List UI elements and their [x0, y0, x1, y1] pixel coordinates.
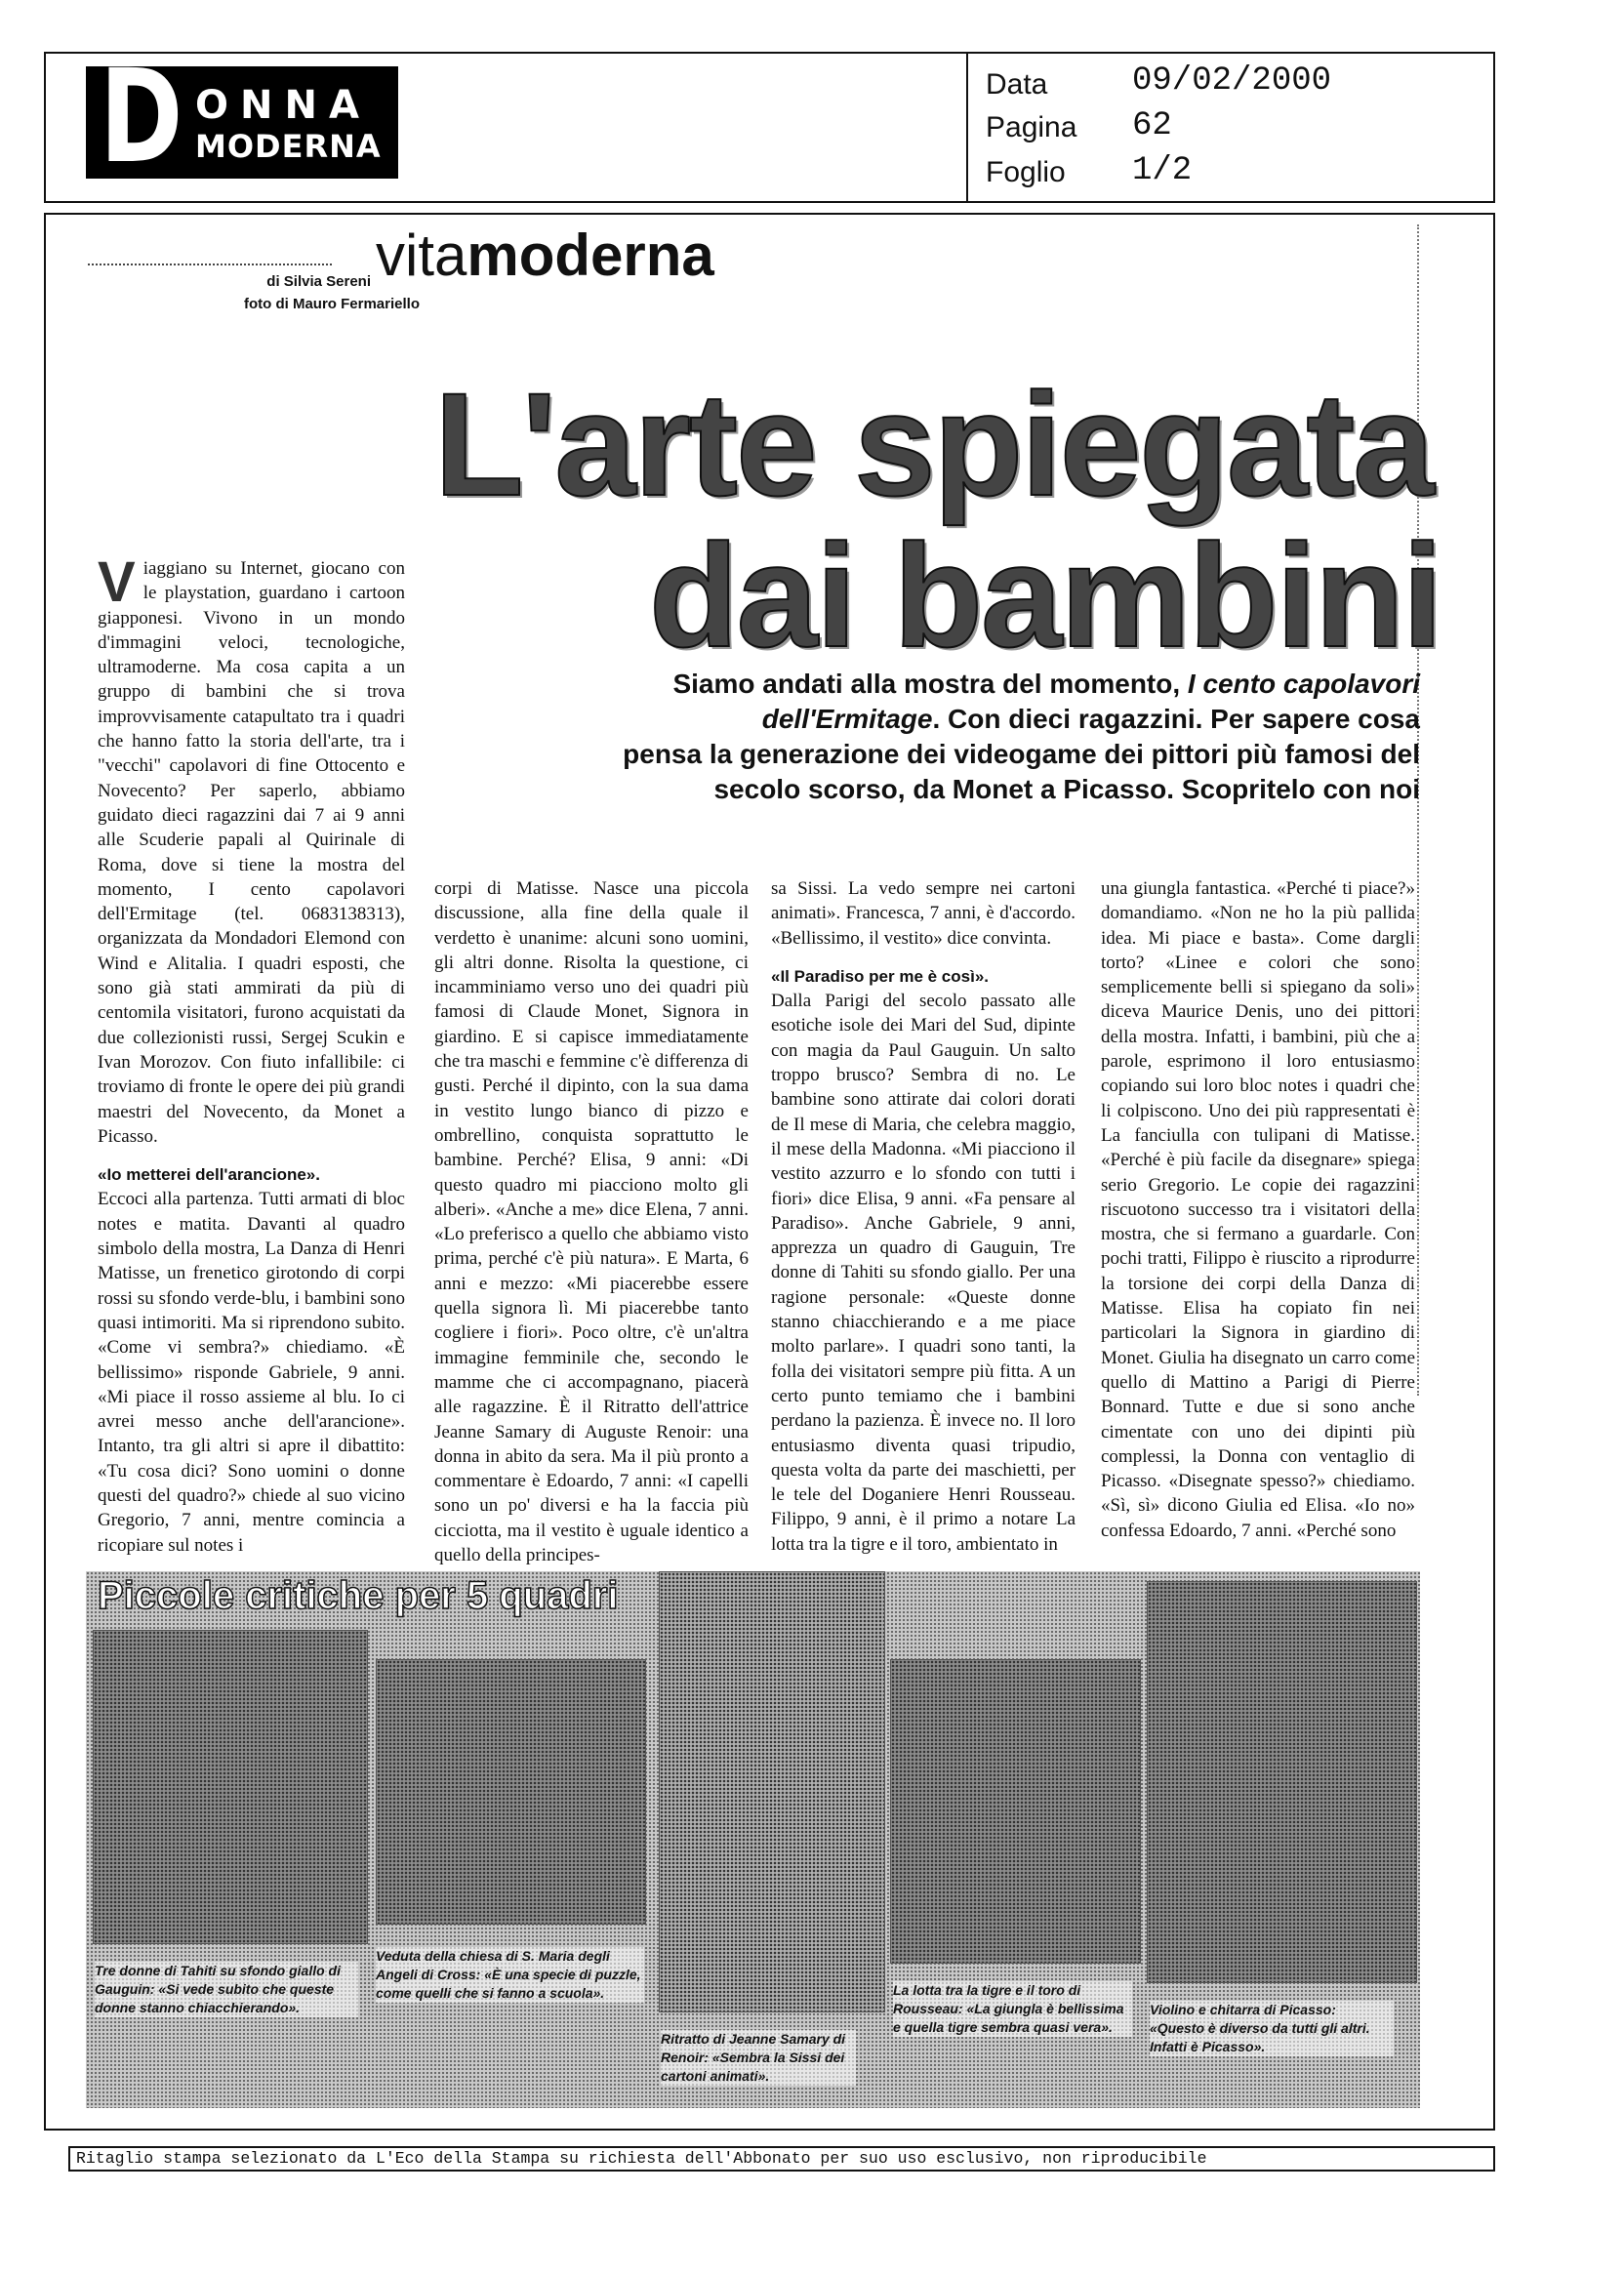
subhead-exhibition-title: I cento capolavori — [1187, 669, 1420, 699]
headline-line-1: L'arte spiegata — [434, 362, 1433, 526]
logo-letter: D — [100, 66, 183, 179]
caption-cross: Veduta della chiesa di S. Maria degli Angeli di Cross: «È una specie di puzzle, come quelli che si fanno a scuola». — [376, 1947, 644, 2003]
section-heading-paradiso: «Il Paradiso per me è così». — [771, 966, 990, 986]
logo-line-1: ONNA — [195, 83, 371, 128]
caption-rousseau: La lotta tra la tigre e il toro di Rousseau: «La giungla è bellissima e quella tigre sembra quasi vera». — [893, 1981, 1132, 2037]
caption-gauguin: Tre donne di Tahiti su sfondo giallo di Gauguin: «Si vede subito che queste donne stanno chiacchierando». — [95, 1962, 358, 2017]
col1-text-2: Eccoci alla partenza. Tutti armati di bloc notes e matita. Davanti al quadro simbolo della mostra, La Danza di Henri Matisse, un frenetico girotondo di corpi rossi su sfondo verde-blu, i bambini sono quasi intimoriti. Ma si riprendono subito. «Come vi sembra?» chiediamo. «È bellissimo» risponde Gabriele, 9 anni. «Mi piace il rosso assieme al blu. Io ci avrei messo anche dell'arancione». Intanto, tra gli altri si apre il dibattito: «Tu cosa dici? Sono uomini o donne questi del quadro?» chiede al suo vicino Gregorio, 7 anni, mentre comincia a ricopiare sul notes i — [98, 1189, 405, 1556]
painting-image-gauguin — [93, 1630, 368, 1944]
subhead-text-2: . Con dieci ragazzini. Per sapere cosa — [932, 704, 1420, 734]
col3-text-1: sa Sissi. La vedo sempre nei cartoni animati». Francesca, 7 anni, è d'accordo. «Bellissimo, il vestito» dice convinta. — [771, 878, 1076, 949]
article-column-4 — [1101, 876, 1415, 1543]
subhead-text-1: Siamo andati alla mostra del momento, — [672, 669, 1188, 699]
data-label: Data — [986, 68, 1048, 101]
byline-author: di Silvia Sereni — [266, 273, 371, 290]
caption-picasso: Violino e chitarra di Picasso: «Questo è diverso da tutti gli altri. Infatti è Picasso». — [1150, 2001, 1394, 2056]
intro-paragraph — [98, 550, 405, 1149]
caption-renoir: Ritratto di Jeanne Samary di Renoir: «Sembra la Sissi dei cartoni animati». — [661, 2030, 856, 2086]
painting-image-rousseau — [890, 1659, 1141, 1964]
painting-image-renoir — [659, 1571, 885, 2012]
subheadline — [459, 667, 1420, 807]
clipping-footer: Ritaglio stampa selezionato da L'Eco della Stampa su richiesta dell'Abbonato per suo uso esclusivo, non riproducibile — [68, 2146, 1495, 2172]
col2-text: corpi di Matisse. Nasce una piccola discussione, alla fine della quale il verdetto è unanime: alcuni sono uomini, gli altri donne. Risolta la questione, ci incamminiamo verso uno dei quadri più famosi di Claude Monet, Signora in giardino. E si capisce immediatamente che tra maschi e femmine c'è differenza di gusti. Perché il dipinto, con la sua dama in vestito lungo bianco di pizzo e ombrellino, conquista soprattutto le bambine. Perché? Elisa, 9 anni: «Di questo quadro mi piacciono molto gli alberi». «Anche a me» dice Elena, 7 anni. «Lo preferisco a quello che abbiamo visto prima, perché c'è più natura». E Marta, 6 anni e mezzo: «Mi piacerebbe essere quella signora lì. Mi piacerebbe tanto cogliere i fiori». Poco oltre, c'è un'altra immagine femminile che, secondo le mamme che ci accompagnano, piacerà alle ragazzine. È il Ritratto dell'attrice Jeanne Samary di Auguste Renoir: una donna in abito da sera. Ma il più pronto a commentare è Edoardo, 7 anni: «I capelli sono un po' diversi e ha la faccia più cicciotta, ma il vestito è uguale identico a quello della principes- — [434, 878, 749, 1566]
section-title-bold: moderna — [467, 223, 714, 288]
article-column-1 — [98, 550, 405, 1558]
col1-text-1: iaggiano su Internet, giocano con le playstation, guardano i cartoon giapponesi. Vivono in un mondo d'immagini veloci, tecnologiche, ultramoderne. Ma cosa capita a un gruppo di bambini che si trova improvvisamente catapultato tra i quadri che hanno fatto la storia dell'arte, tra i "vecchi" capolavori di fine Ottocento e Novecento? Per saperlo, abbiamo guidato dieci ragazzini dai 7 ai 9 anni alle Scuderie papali al Quirinale di Roma, dove si tiene la mostra del momento, I cento capolavori dell'Ermitage (tel. 0683138313), organizzata da Mondadori Elemond con Wind e Alitalia. I quadri esposti, che sono già stati ammirati da più di centomila visitatori, furono acquistati da due collezionisti russi, Sergej Scukin e Ivan Morozov. Con fiuto infallibile: ci troviamo di fronte le opere dei più grandi maestri del Novecento, da Monet a Picasso. — [98, 558, 405, 1147]
subhead-text-4: secolo scorso, da Monet a Picasso. Scopritelo con noi — [713, 774, 1420, 804]
headline-line-2: dai bambini — [649, 513, 1441, 677]
logo-line-2: MODERNA — [195, 128, 382, 165]
col4-text: una giungla fantastica. «Perché ti piace?» domandiamo. «Non ne ho la più pallida idea. Mi piace e basta». Come dargli torto? «Linee e colori che sono semplicemente belli si spiegano da soli» diceva Maurice Denis, uno dei pittori della mostra. Infatti, i bambini, più che a parole, esprimono il loro entusiasmo copiando sui loro bloc notes i quadri che li colpiscono. Uno dei più rappresentati è La fanciulla con tulipani di Matisse. «Perché è più facile da disegnare» spiega serio Gregorio. Le copie dei ragazzini riscuotono successo tra i visitatori della mostra, che si fermano a guardarle. Con pochi tratti, Filippo è riuscito a riprodurre la torsione dei corpi della Danza di Matisse. Elisa ha copiato fin nei particolari la Signora in giardino di Monet. Giulia ha disegnato un carro come quello di Mattino a Parigi di Pierre Bonnard. Tutte e due si sono anche cimentate con uno dei dipinti più complessi, la Donna con ventaglio di Picasso. «Disegnate spesso?» chiediamo. «Sì, sì» dicono Giulia ed Elisa. «Io no» confessa Edoardo, 7 anni. «Perché sono — [1101, 878, 1415, 1541]
painting-image-cross — [376, 1659, 646, 1925]
subhead-exhibition-title-2: dell'Ermitage — [761, 704, 933, 734]
byline-photo: foto di Mauro Fermariello — [243, 296, 420, 312]
pagina-value: 62 — [1132, 107, 1172, 144]
dropcap: V — [98, 550, 136, 614]
painting-image-picasso — [1147, 1581, 1417, 1983]
article-column-3 — [771, 876, 1076, 1557]
col3-text-2: Dalla Parigi del secolo passato alle esotiche isole dei Mari del Sud, dipinte con magia da Paul Gauguin. Un salto troppo brusco? Sembra di no. Le bambine sono attirate dai colori dorati de Il mese di Maria, che celebra maggio, il mese della Madonna. «Mi piacciono il vestito azzurro e lo sfondo con tutti i fiori» dice Elisa, 9 anni. «Fa pensare al Paradiso». Anche Gabriele, 9 anni, apprezza un quadro di Gauguin, Tre donne di Tahiti su sfondo giallo. Per una ragione personale: «Queste donne stanno chiacchierando e a me piace molto parlare». I quadri sono tanti, la folla dei visitatori sempre più fitta. A un certo punto temiamo che i bambini perdano la pazienza. È invece no. Il loro entusiasmo diventa quasi tripudio, questa volta da parte dei maschietti, per le tele del Doganiere Henri Rousseau. Filippo, 9 anni, è il primo a notare La lotta tra la tigre e il toro, ambientato in — [771, 991, 1076, 1555]
box-title: Piccole critiche per 5 quadri — [98, 1574, 619, 1617]
section-title-light: vita — [376, 223, 467, 288]
byline-rule — [88, 264, 332, 265]
section-title — [376, 223, 714, 288]
subhead-text-3: pensa la generazione dei videogame dei pittori più famosi del — [623, 739, 1420, 769]
article-column-2 — [434, 876, 749, 1567]
foglio-value: 1/2 — [1132, 152, 1193, 189]
header-divider — [966, 52, 968, 203]
foglio-label: Foglio — [986, 156, 1066, 188]
data-value: 09/02/2000 — [1132, 62, 1332, 100]
donna-moderna-logo — [86, 66, 398, 179]
pagina-label: Pagina — [986, 111, 1077, 143]
section-heading-arancione: «Io metterei dell'arancione». — [98, 1165, 320, 1185]
